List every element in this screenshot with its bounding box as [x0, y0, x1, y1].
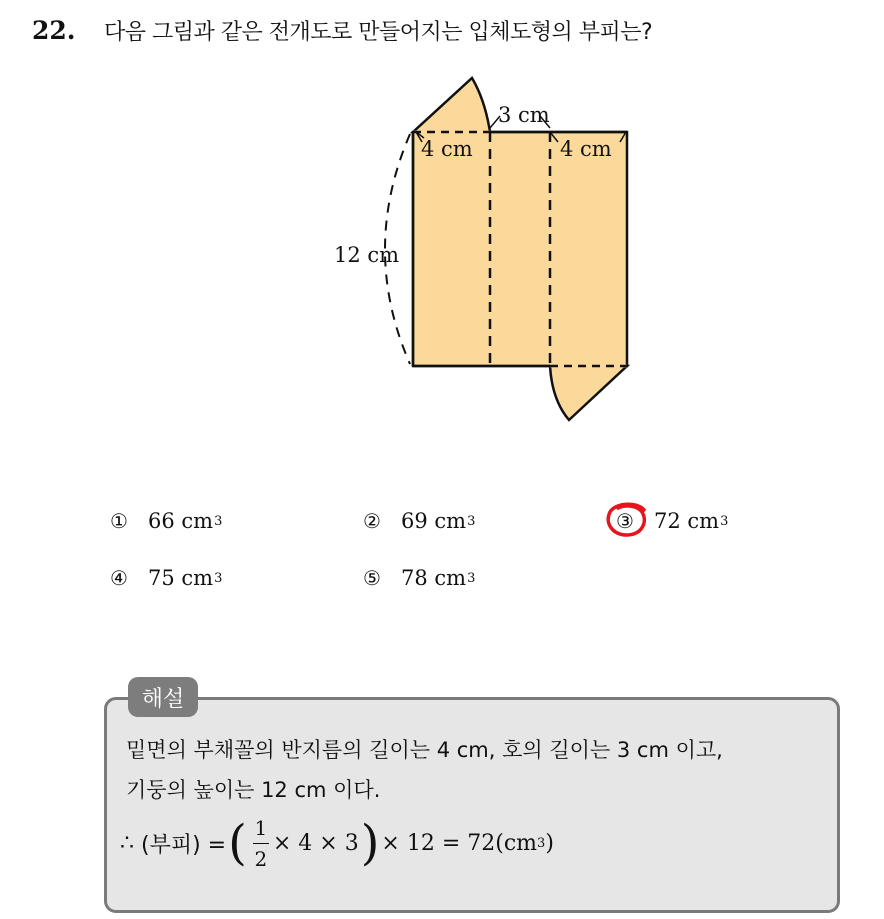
choice-2-exp: 3 [467, 513, 476, 529]
right-paren: ) [360, 815, 380, 871]
label-left-radius: 4 cm [421, 137, 473, 161]
fraction-half [253, 816, 269, 871]
fraction-numerator: 1 [254, 815, 268, 840]
question-text: 다음 그림과 같은 전개도로 만들어지는 입체도형의 부피는? [104, 19, 653, 45]
label-right-radius: 4 cm [560, 137, 612, 161]
question-header [32, 10, 872, 50]
explanation-line-1: 밑면의 부채꼴의 반지름의 길이는 4 cm, 호의 길이는 3 cm 이고, [126, 738, 723, 762]
fraction-denominator: 2 [254, 846, 268, 871]
choice-5-mark: ⑤ [363, 566, 381, 590]
bottom-sector-base [550, 366, 627, 420]
choice-2[interactable] [363, 506, 475, 536]
formula-unit: cm [503, 830, 538, 856]
choice-5-exp: 3 [467, 570, 476, 586]
formula-lhs: (부피) = [141, 832, 227, 858]
explanation-formula [120, 808, 554, 878]
choice-1-exp: 3 [214, 513, 223, 529]
formula-outer: × 12 = 72( [381, 830, 504, 856]
question-number: 22. [32, 15, 76, 45]
choice-3-exp: 3 [720, 513, 729, 529]
choice-2-value: 69 cm [401, 509, 467, 533]
top-sector-base [413, 78, 490, 132]
answer-circle-icon [604, 500, 650, 540]
explanation-tag: 해설 [128, 677, 198, 717]
choice-5[interactable] [363, 563, 475, 593]
label-height: 12 cm [334, 243, 400, 267]
choice-5-value: 78 cm [401, 566, 467, 590]
formula-unit-exp: 3 [537, 835, 546, 851]
left-paren: ( [228, 815, 247, 871]
explanation-box [104, 697, 840, 913]
choice-2-mark: ② [363, 509, 381, 533]
choice-3-value: 72 cm [654, 509, 720, 533]
choice-1-mark: ① [110, 509, 128, 533]
fraction-bar [253, 843, 269, 844]
lateral-rectangle [413, 132, 627, 366]
choice-4-exp: 3 [214, 570, 223, 586]
formula-inner: × 4 × 3 [272, 830, 359, 856]
choice-1-value: 66 cm [148, 509, 214, 533]
net-diagram [320, 70, 650, 430]
choice-4[interactable] [110, 563, 222, 593]
explanation-line-2: 기둥의 높이는 12 cm 이다. [126, 778, 381, 802]
choice-3-mark: ③ [616, 509, 634, 533]
therefore-symbol: ∴ [120, 830, 134, 856]
formula-close: ) [545, 830, 554, 856]
choice-1[interactable] [110, 506, 222, 536]
label-top-arc: 3 cm [498, 103, 550, 127]
choice-4-mark: ④ [110, 566, 128, 590]
choice-4-value: 75 cm [148, 566, 214, 590]
